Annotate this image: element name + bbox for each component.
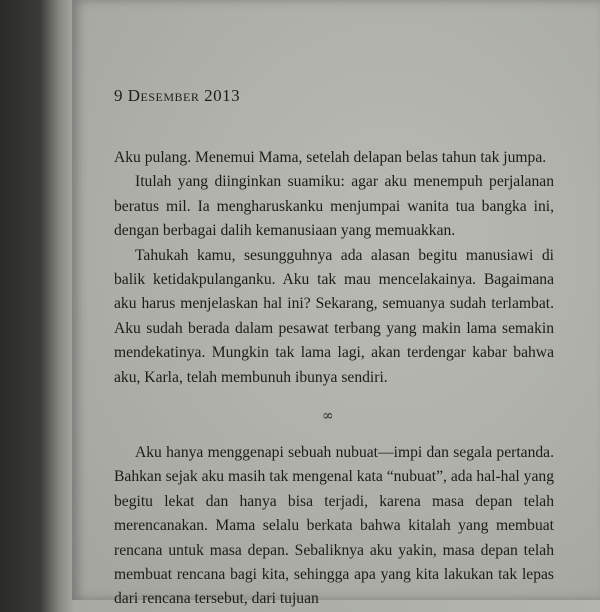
paragraph: Aku hanya menggenapi sebuah nubuat—impi dan segala pertanda. Bahkan sejak aku masih tak mengenal kata “nubuat”, ada hal-hal yang begitu lekat dan hanya bisa terjadi, karena masa depan telah merencanakan. Mama selalu berkata bahwa kitalah yang membuat rencana untuk masa depan. Sebaliknya aku yakin, masa depan telah membuat rencana bagi kita, sehingga apa yang kita lakukan tak lepas dari rencana tersebut, dari tujuan (114, 444, 554, 608)
paragraph: Aku pulang. Menemui Mama, setelah delapan belas tahun tak jumpa. (114, 149, 547, 166)
paragraph: Itulah yang diinginkan suamiku: agar aku menempuh perjalanan beratus mil. Ia mengharuskanku menjumpai wanita tua bangka ini, dengan berbagai dalih kemanusiaan yang memuakkan. (114, 173, 554, 240)
section-break-ornament: ∞ (322, 408, 334, 424)
book-page (72, 0, 600, 608)
paragraph: Tahukah kamu, sesungguhnya ada alasan begitu manusiawi di balik ketidakpulanganku. Aku tak mau mencelakainya. Bagaimana aku harus menjelaskan hal ini? Sekarang, semuanya sudah terlambat. Aku sudah berada dalam pesawat terbang yang makin lama semakin mendekatinya. Mungkin tak lama lagi, akan terdengar kabar bahwa aku, Karla, telah membunuh ibunya sendiri. (114, 246, 554, 386)
section-two (114, 441, 554, 612)
date-heading: 9 Desember 2013 (114, 86, 241, 105)
section-one (114, 146, 554, 390)
